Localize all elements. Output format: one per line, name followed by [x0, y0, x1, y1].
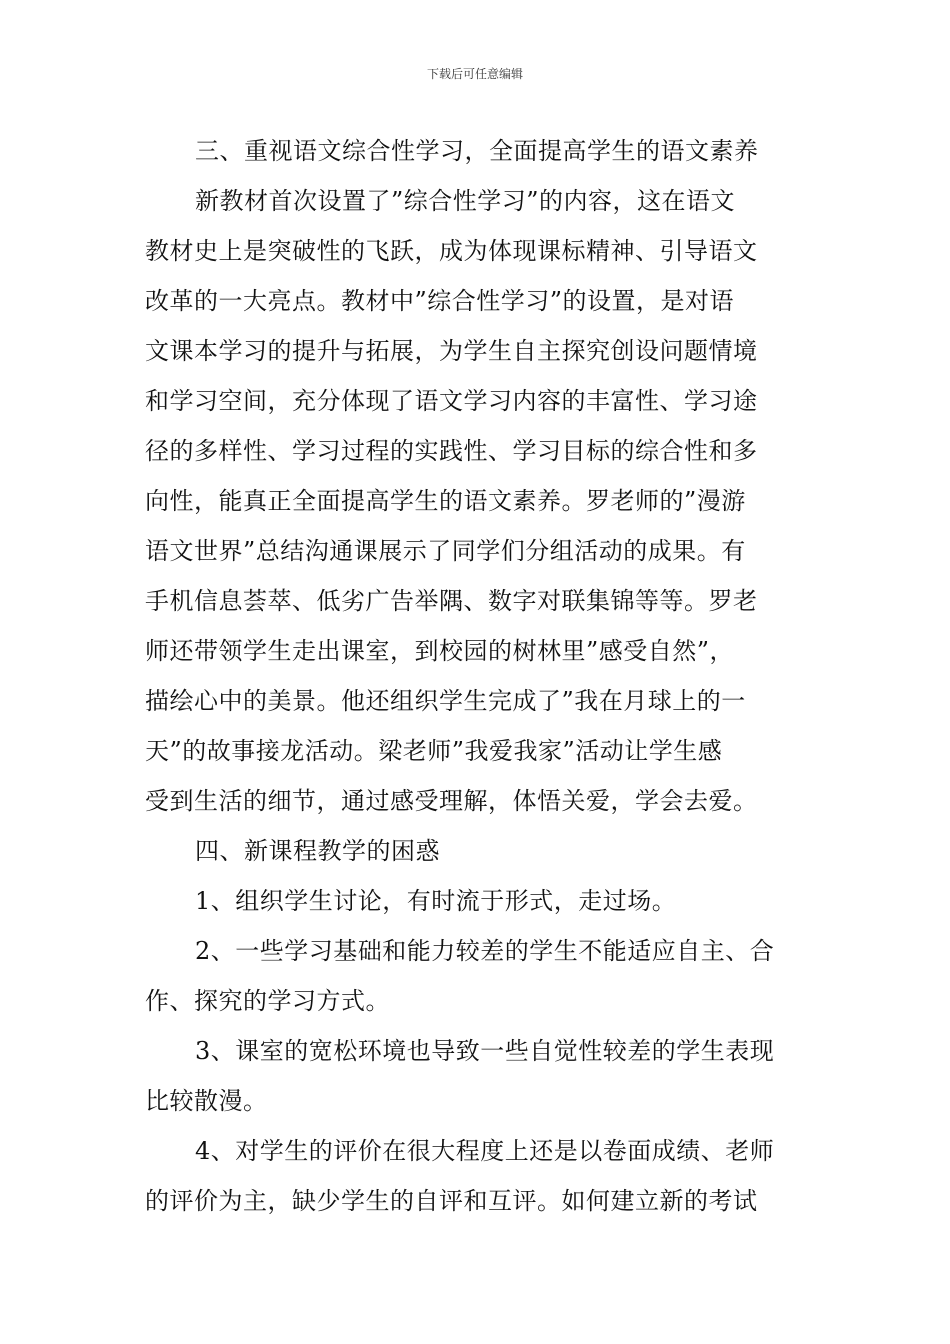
paragraph-line: 语文世界”总结沟通课展示了同学们分组活动的成果。有 [145, 537, 746, 565]
document-body [145, 126, 810, 1226]
paragraph-line: 教材史上是突破性的飞跃，成为体现课标精神、引导语文 [145, 237, 758, 265]
section-heading-3: 三、重视语文综合性学习，全面提高学生的语文素养 [195, 137, 759, 165]
paragraph-line: 师还带领学生走出课室，到校园的树林里”感受自然”， [145, 637, 735, 665]
paragraph-line: 受到生活的细节，通过感受理解，体悟关爱，学会去爱。 [145, 787, 758, 815]
list-item-3: 3、课室的宽松环境也导致一些自觉性较差的学生表现 [195, 1037, 775, 1065]
list-item-1: 1、组织学生讨论，有时流于形式，走过场。 [195, 887, 677, 915]
list-item-2: 2、一些学习基础和能力较差的学生不能适应自主、合 [195, 937, 775, 965]
paragraph-line: 描绘心中的美景。他还组织学生完成了”我在月球上的一 [145, 687, 746, 715]
paragraph-line: 新教材首次设置了”综合性学习”的内容，这在语文 [195, 187, 736, 215]
paragraph-line: 手机信息荟萃、低劣广告举隅、数字对联集锦等等。罗老 [145, 587, 758, 615]
paragraph-line: 和学习空间，充分体现了语文学习内容的丰富性、学习途 [145, 387, 758, 415]
list-item-4-continued: 的评价为主，缺少学生的自评和互评。如何建立新的考试 [145, 1187, 758, 1215]
paragraph-line: 向性，能真正全面提高学生的语文素养。罗老师的”漫游 [145, 487, 746, 515]
paragraph-line: 文课本学习的提升与拓展，为学生自主探究创设问题情境 [145, 337, 758, 365]
paragraph-line: 天”的故事接龙活动。梁老师”我爱我家”活动让学生感 [145, 737, 723, 765]
paragraph-line: 改革的一大亮点。教材中”综合性学习”的设置，是对语 [145, 287, 735, 315]
list-item-3-continued: 比较散漫。 [145, 1087, 268, 1115]
section-heading-4: 四、新课程教学的困惑 [195, 837, 440, 865]
list-item-4: 4、对学生的评价在很大程度上还是以卷面成绩、老师 [195, 1137, 775, 1165]
list-item-2-continued: 作、探究的学习方式。 [145, 987, 390, 1015]
page-header-note: 下载后可任意编辑 [426, 67, 523, 81]
paragraph-line: 径的多样性、学习过程的实践性、学习目标的综合性和多 [145, 437, 758, 465]
